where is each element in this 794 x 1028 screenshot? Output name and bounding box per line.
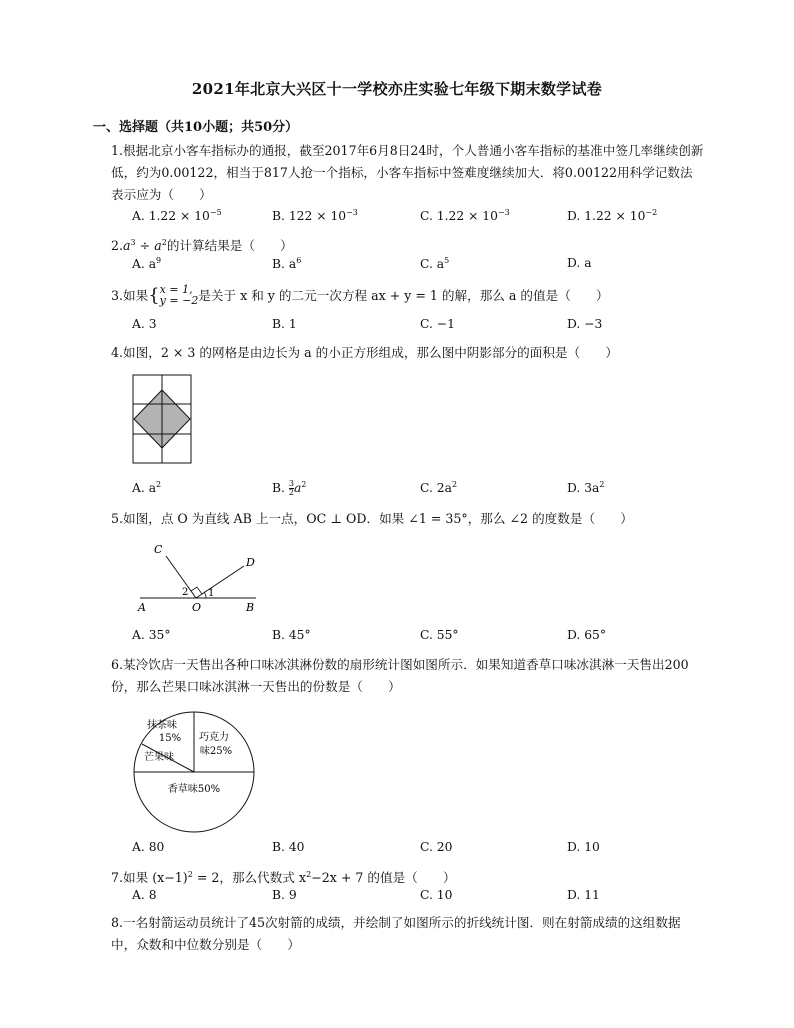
options-q1 — [132, 208, 692, 228]
angle-figure — [132, 540, 268, 616]
question-text: 如图，2 × 3 的网格是由边长为 a 的小正方形组成，那么图中阴影部分的面积是（ ） — [123, 345, 618, 360]
option-a-text: A. 1.22 × 10 — [132, 209, 210, 224]
option-c[interactable] — [420, 208, 510, 223]
q2-base-1: a — [123, 238, 131, 254]
option-a-exp: −5 — [209, 208, 222, 217]
option-b[interactable]: B. 40 — [272, 840, 305, 854]
question-number: 3. — [111, 288, 124, 303]
option-b-exp: 2 — [301, 480, 307, 489]
label-c: C — [154, 543, 163, 556]
option-b-var: a — [293, 481, 302, 496]
options-q6 — [132, 840, 692, 860]
option-d[interactable]: D. 11 — [567, 888, 600, 902]
option-b-exp: 6 — [296, 256, 302, 265]
option-a[interactable]: A. 35° — [132, 628, 171, 642]
question-7 — [111, 864, 705, 889]
question-text: 根据北京小客车指标办的通报，截至2017年6月8日24时，个人普通小客车指标的基准中签几率继续创新低，约为0.00122，相当于817人抢一个指标，小客车指标中签难度继续加大．将0.00122用科学记数法表示应为（ ） — [111, 143, 704, 202]
option-c[interactable]: C. −1 — [420, 317, 455, 331]
label-a: A — [138, 601, 146, 614]
page-title: 2021年北京大兴区十一学校亦庄实验七年级下期末数学试卷 — [191, 80, 603, 98]
equation-system — [160, 284, 199, 306]
option-a[interactable] — [132, 480, 161, 495]
option-b[interactable]: B. 1 — [272, 317, 297, 331]
label-o: O — [192, 601, 202, 614]
options-q3 — [132, 317, 692, 337]
question-1 — [111, 140, 705, 206]
section-heading: 一、选择题（共10小题；共50分） — [93, 120, 299, 135]
slice-label-mango: 芒果味 — [144, 752, 174, 763]
option-d[interactable] — [567, 208, 657, 223]
option-b[interactable] — [272, 208, 358, 223]
option-a-text: A. a — [132, 257, 157, 272]
option-d-exp: −2 — [645, 208, 658, 217]
fraction-numerator: 3 — [288, 479, 294, 489]
option-d-text: D. a — [567, 256, 592, 270]
question-number: 6. — [111, 657, 124, 672]
eq-line-1: x = 1, — [159, 282, 193, 296]
question-4 — [111, 342, 705, 364]
option-c-exp: −3 — [497, 208, 510, 217]
question-3 — [111, 284, 705, 308]
angle-1-arc — [204, 592, 206, 598]
option-a-exp: 2 — [156, 480, 162, 489]
option-c[interactable]: C. 20 — [420, 840, 453, 854]
question-number: 1. — [111, 143, 124, 158]
options-q4 — [132, 480, 692, 500]
label-d: D — [246, 556, 255, 569]
q2-exp-2: 2 — [161, 238, 167, 247]
question-text: 一名射箭运动员统计了45次射箭的成绩，并绘制了如图所示的折线统计图．则在射箭成绩的这组数据中，众数和中位数分别是（ ） — [111, 915, 681, 952]
option-b[interactable] — [272, 256, 301, 271]
options-q5 — [132, 628, 692, 648]
option-c[interactable]: C. 10 — [420, 888, 453, 902]
option-a-text: A. a — [132, 481, 157, 496]
option-a[interactable]: A. 80 — [132, 840, 165, 854]
option-d-text: D. 3a — [567, 481, 600, 496]
option-b[interactable] — [272, 480, 306, 497]
slice-value-chocolate: 味25% — [199, 746, 233, 757]
question-6 — [111, 654, 705, 698]
slice-label-chocolate: 巧克力 — [199, 732, 229, 743]
question-2 — [111, 232, 705, 257]
question-number: 2. — [111, 238, 124, 254]
question-number: 5. — [111, 511, 124, 526]
option-d[interactable]: D. −3 — [567, 317, 603, 331]
option-d[interactable]: D. 10 — [567, 840, 600, 854]
q3-post: 是关于 x 和 y 的二元一次方程 ax + y = 1 的解，那么 a 的值是（ ） — [198, 288, 609, 303]
grid-figure — [132, 374, 194, 464]
option-c-text: C. 1.22 × 10 — [420, 209, 498, 224]
label-angle-2: 2 — [182, 587, 189, 598]
eq-line-2: y = −2 — [159, 293, 199, 307]
question-text: 如图，点 O 为直线 AB 上一点，OC ⊥ OD．如果 ∠1 = 35°，那么 ∠2 的度数是（ ） — [123, 511, 633, 526]
option-c-exp: 5 — [444, 256, 450, 265]
option-b-text: B. a — [272, 257, 297, 272]
option-c-exp: 2 — [451, 480, 458, 489]
brace-icon: { — [148, 285, 160, 306]
q2-exp-1: 3 — [130, 238, 136, 247]
option-b-exp: −3 — [346, 208, 358, 217]
slice-value-matcha: 15% — [158, 733, 182, 744]
option-b[interactable]: B. 45° — [272, 628, 311, 642]
question-number: 4. — [111, 345, 124, 360]
q2-text: 的计算结果是（ ） — [166, 238, 293, 254]
q3-pre: 如果 — [123, 288, 149, 303]
option-a[interactable] — [132, 208, 222, 223]
option-d[interactable] — [567, 480, 605, 495]
option-c[interactable]: C. 55° — [420, 628, 459, 642]
option-b[interactable]: B. 9 — [272, 888, 297, 902]
option-d[interactable]: D. 65° — [567, 628, 607, 642]
label-angle-1: 1 — [208, 588, 215, 599]
option-c-text: C. 2a — [420, 481, 452, 496]
label-b: B — [246, 601, 255, 614]
option-c[interactable] — [420, 256, 449, 271]
slice-label-matcha: 抹茶味 — [147, 720, 177, 731]
question-8 — [111, 912, 705, 956]
option-a[interactable]: A. 8 — [132, 888, 157, 902]
option-c[interactable] — [420, 480, 457, 495]
option-a[interactable] — [132, 256, 161, 271]
option-a[interactable]: A. 3 — [132, 317, 157, 331]
question-number: 8. — [111, 915, 124, 930]
q7-exp-1: 2 — [187, 870, 193, 879]
ray-oc — [166, 556, 196, 598]
pie-chart-figure — [132, 710, 256, 834]
question-text: 某冷饮店一天售出各种口味冰淇淋份数的扇形统计图如图所示．如果知道香草口味冰淇淋一天售出200份，那么芒果口味冰淇淋一天售出的份数是（ ） — [111, 657, 689, 694]
question-5 — [111, 508, 705, 530]
slice-label-vanilla: 香草味50% — [167, 784, 221, 795]
q2-base-2: ÷ a — [135, 238, 162, 254]
option-c-text: C. a — [420, 257, 445, 272]
option-d-exp: 2 — [599, 480, 605, 489]
question-number: 7. — [111, 870, 124, 886]
option-a-exp: 9 — [156, 256, 162, 265]
option-b-text: B. — [272, 481, 289, 496]
q7-exp-2: 2 — [306, 870, 312, 879]
q7-pre: 如果 (x−1) — [123, 870, 188, 886]
fraction-denominator: 2 — [288, 488, 294, 498]
option-b-text: B. 122 × 10 — [272, 209, 347, 224]
option-d-text: D. 1.22 × 10 — [567, 209, 646, 224]
q7-post: −2x + 7 的值是（ ） — [311, 870, 456, 886]
ray-od — [196, 566, 244, 598]
options-q2 — [132, 256, 692, 276]
options-q7 — [132, 888, 692, 908]
option-d[interactable] — [567, 256, 592, 270]
q7-mid: = 2，那么代数式 x — [192, 870, 307, 886]
